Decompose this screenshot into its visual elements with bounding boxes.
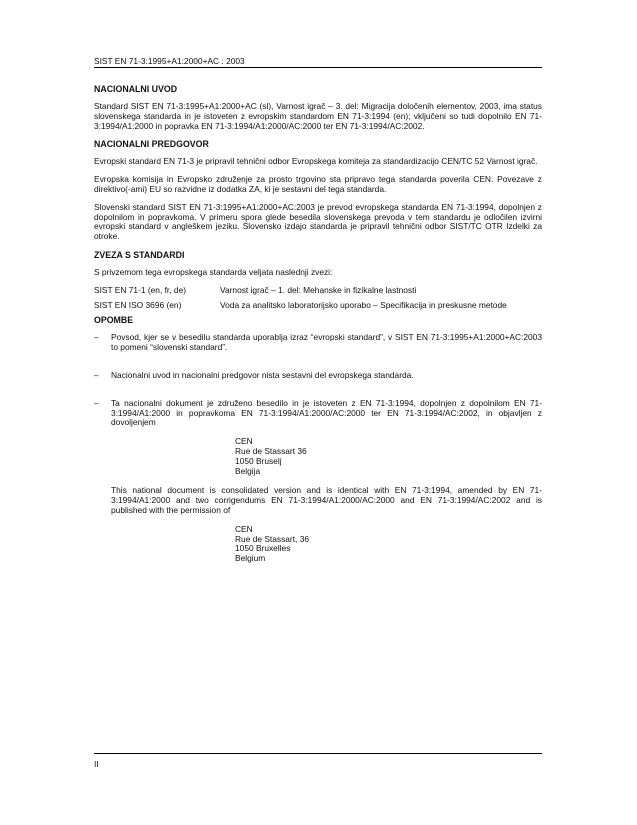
footer-rule [94, 753, 542, 754]
standard-row [94, 301, 542, 311]
address-line: 1050 Bruxelles [235, 543, 291, 554]
section-opombe [94, 315, 542, 574]
address-line: CEN [235, 523, 253, 534]
standard-row [94, 286, 542, 296]
dash-bullet: – [94, 332, 99, 343]
paragraph: S privzemom tega evropskega standarda veljata naslednji zvezi: [94, 266, 333, 277]
note-item [94, 333, 542, 362]
note-text: Nacionalni uvod in nacionalni predgovor nista sestavni del evropskega standarda. [111, 369, 414, 380]
section-title: OPOMBE [94, 315, 134, 326]
address-line: 1050 Bruselj [235, 455, 282, 466]
section-title: NACIONALNI PREDGOVOR [94, 139, 209, 150]
paragraph: Evropska komisija in Evropsko združenje za prosto trgovino sta pripravo tega standarda poverila CEN. Povezave z direktivo(-ami) EU so razvidne iz dodatka ZA, ki je sestavni del tega standarda. [94, 174, 542, 194]
section-title: ZVEZA S STANDARDI [94, 249, 185, 260]
standard-title: Varnost igrač – 1. del: Mehanske in fizikalne lastnosti [220, 284, 417, 295]
address-line: Belgija [235, 465, 261, 476]
standard-code: SIST EN ISO 3696 (en) [94, 299, 182, 310]
paragraph: Slovenski standard SIST EN 71-3:1995+A1:2000+AC:2003 je prevod evropskega standarda EN 71-3:1994, dopolnjen z dopolnilom in popravkoma. V primeru spora glede besedila slovenskega prevoda v tem standardu je odločilen izvirni evropski standard v angleškem jeziku. Slovensko izdajo standarda je pripravil tehnični odbor SIST/TC OTR Izdelki za otroke. [94, 201, 542, 242]
section-title: NACIONALNI UVOD [94, 84, 178, 94]
address-line: Rue de Stassart, 36 [235, 533, 310, 544]
note-text-en: This national document is consolidated version and is identical with EN 71-3:1994, amended by EN 71-3:1994/A1:2000 and two corrigendums EN 71-3:1994/A1:2000/AC:2000 and EN 71-3:1994/AC:2002 and is published with the permission of [111, 485, 542, 515]
section-nacionalni-predgovor [94, 139, 542, 242]
page-header: SIST EN 71-3:1995+A1:2000+AC : 2003 [94, 56, 245, 66]
address-sl [235, 437, 542, 476]
standards-table [94, 286, 542, 311]
standard-code: SIST EN 71-1 (en, fr, de) [94, 284, 187, 295]
address-line: Rue de Stassart 36 [235, 445, 307, 456]
section-nacionalni-uvod [94, 84, 542, 131]
dash-bullet: – [94, 369, 99, 380]
standard-title: Voda za analitsko laboratorijsko uporabo – Specifikacija in preskusne metode [220, 299, 507, 310]
note-item [94, 371, 542, 390]
address-line: CEN [235, 436, 253, 447]
paragraph: Standard SIST EN 71-3:1995+A1:2000+AC (sl), Varnost igrač – 3. del: Migracija določenih elementov, 2003, ima status slovenskega standarda in je istoveten z evropskim standardom EN 71-3:1994 (en); vključeni so tudi dopolnilo EN 71-3:1994/A1:2000 in popravka EN 71-3:1994/A1:2000/AC:2000 ter EN 71-3:1994/AC:2002. [94, 101, 542, 131]
section-zveza-s-standardi [94, 250, 542, 310]
note-item [94, 399, 542, 574]
note-text: Ta nacionalni dokument je združeno besedilo in je istoveten z EN 71-3:1994, dopolnjen z dopolnilom EN 71-3:1994/A1:2000 in popravkoma EN 71-3:1994/A1:2000/AC:2000 ter EN 71-3:1994/AC:2002, in objavljen z dovoljenjem [111, 397, 542, 428]
note-text: Povsod, kjer se v besedilu standarda uporablja izraz “evropski standard”, v SIST EN 71-3:1995+A1:2000+AC:2003 to pomeni “slovenski standard”. [111, 332, 542, 353]
page-number: II [94, 759, 99, 769]
address-en [235, 525, 542, 564]
address-line: Belgium [235, 553, 266, 564]
dash-bullet: – [94, 397, 99, 408]
header-rule [94, 67, 542, 68]
paragraph: Evropski standard EN 71-3 je pripravil tehnični odbor Evropskega komiteja za standardizacijo CEN/TC 52 Varnost igrač. [94, 156, 538, 167]
page-content [94, 84, 542, 583]
